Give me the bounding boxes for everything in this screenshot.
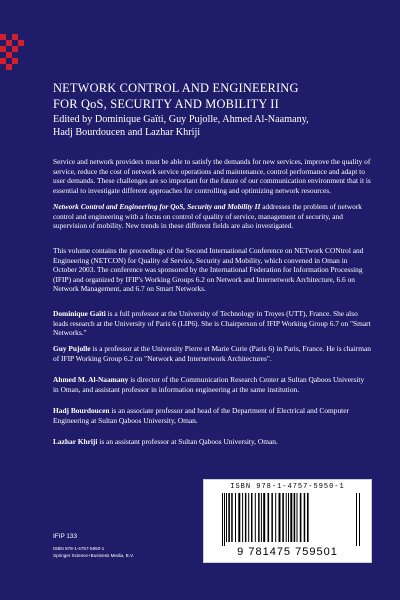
bio-name: Ahmed M. Al-Naamany xyxy=(53,375,129,384)
publisher-name: Springer Science+Business Media, B.V. xyxy=(53,553,134,558)
barcode-stripe xyxy=(300,493,302,542)
imprint-isbn: ISBN 978-1-4757-5950-1 xyxy=(53,546,105,551)
barcode-stripe xyxy=(297,493,298,542)
barcode-stripe xyxy=(356,493,357,546)
title-line-2: FOR QoS, SECURITY AND MOBILITY II xyxy=(53,97,279,111)
barcode-stripe xyxy=(304,493,306,542)
book-title xyxy=(53,80,373,112)
proceedings-paragraph: This volume contains the proceedings of the Second International Conference on NETwork CONtrol and Engineering (NETCON) for Quality of Service, Security and Mobility, which convened in Oman in October 2003. The conference was sponsored by the International Federation for Information Processing (IFIP) and organized by IFIP's Working Groups 6.2 on Network and Internetwork Architecture, 6.6 on Network Management, and 6.7 on Smart Networks. xyxy=(53,246,364,294)
checker-square xyxy=(6,64,12,70)
barcode-stripe xyxy=(248,493,249,542)
bio-bourdoucen xyxy=(53,406,371,425)
barcode-stripe xyxy=(226,493,227,542)
barcode-stripe xyxy=(286,493,287,542)
barcode-stripe xyxy=(307,493,309,542)
barcode-stripe xyxy=(251,493,253,542)
title-line-1: NETWORK CONTROL AND ENGINEERING xyxy=(53,81,299,95)
barcode-number: 9 781475 759501 xyxy=(237,546,338,558)
checker-square xyxy=(12,46,18,52)
bio-text: is director of the Communication Research Center at Sultan Qaboos University in Oman, and assistant professor in information engineering at the same institution. xyxy=(53,375,365,394)
checker-square xyxy=(12,58,18,64)
barcode-stripe xyxy=(238,493,240,542)
barcode-stripe xyxy=(224,493,225,546)
bio-name: Lazhar Khriji xyxy=(53,437,98,446)
bio-text: is a professor at the University Pierre et Marie Curie (Paris 6) in Paris, France. He is chairman of IFIP Working Group 6.2 on "Network and Internetwork Architectures". xyxy=(53,344,371,363)
bio-khriji xyxy=(53,437,371,447)
editors-line-2: Hadj Bourdoucen and Lazhar Khriji xyxy=(53,127,201,138)
barcode-stripe xyxy=(255,493,256,542)
barcode-stripe xyxy=(290,493,292,542)
bio-name: Dominique Gaïti xyxy=(53,309,106,318)
barcode-stripe xyxy=(268,493,270,542)
bio-text: is an associate professor and head of the Department of Electrical and Computer Engineering at Sultan Qaboos University, Oman. xyxy=(53,406,349,425)
barcode-stripe xyxy=(282,493,284,542)
summary-paragraph xyxy=(53,202,371,231)
bio-name: Guy Pujolle xyxy=(53,344,91,353)
barcode-stripe xyxy=(222,493,223,546)
barcode-stripe xyxy=(235,493,236,542)
editors-line-1: Edited by Dominique Gaïti, Guy Pujolle, Ahmed Al-Naamany, xyxy=(53,114,309,125)
barcode-stripe xyxy=(231,493,233,542)
barcode-stripe xyxy=(245,493,247,542)
intro-paragraph: Service and network providers must be able to satisfy the demands for new services, improve the quality of service, reduce the cost of network service operations and maintenance, control performance and adapt to user demands. These challenges are so important for the future of our communication environment that it is essential to investigate different approaches for controlling and optimizing network resources. xyxy=(53,157,371,195)
barcode-stripe xyxy=(271,493,273,542)
bio-gaiti xyxy=(53,309,371,338)
barcode-stripe xyxy=(261,493,262,542)
bio-al-naamany xyxy=(53,375,371,394)
barcode-stripe xyxy=(294,493,296,542)
bio-text: is a full professor at the University of Technology in Troyes (UTT), France. She also leads research at the University of Paris 6 (LIP6). She is Chairperson of IFIP Working Group 6.7 on "Smart Networks." xyxy=(53,309,371,338)
barcode-stripe xyxy=(258,493,260,542)
summary-book-title: Network Control and Engineering for QoS, Security and Mobility II xyxy=(53,202,261,211)
barcode-stripe xyxy=(288,493,289,542)
barcode-icon xyxy=(222,493,362,546)
barcode-stripe xyxy=(242,493,243,542)
barcode-stripe xyxy=(263,493,265,542)
barcode-stripe xyxy=(359,493,360,546)
barcode-stripe xyxy=(279,493,281,542)
checker-square xyxy=(18,40,24,46)
barcode-label xyxy=(203,479,372,563)
editors-credit xyxy=(53,113,373,139)
barcode-stripe xyxy=(228,493,230,542)
bio-pujolle xyxy=(53,344,371,363)
bio-name: Hadj Bourdoucen xyxy=(53,406,110,415)
barcode-isbn-text: ISBN 978-1-4757-5950-1 xyxy=(230,483,345,491)
summary-text: addresses the problem of network control and engineering with a focus on control of quality of service, management of security, and supervision of mobility. New trends in these different fields are also investigated. xyxy=(53,202,362,231)
barcode-stripe xyxy=(275,493,276,542)
series-label: IFIP 133 xyxy=(53,533,78,540)
bio-text: is an assistant professor at Sultan Qaboos University, Oman. xyxy=(97,437,278,446)
